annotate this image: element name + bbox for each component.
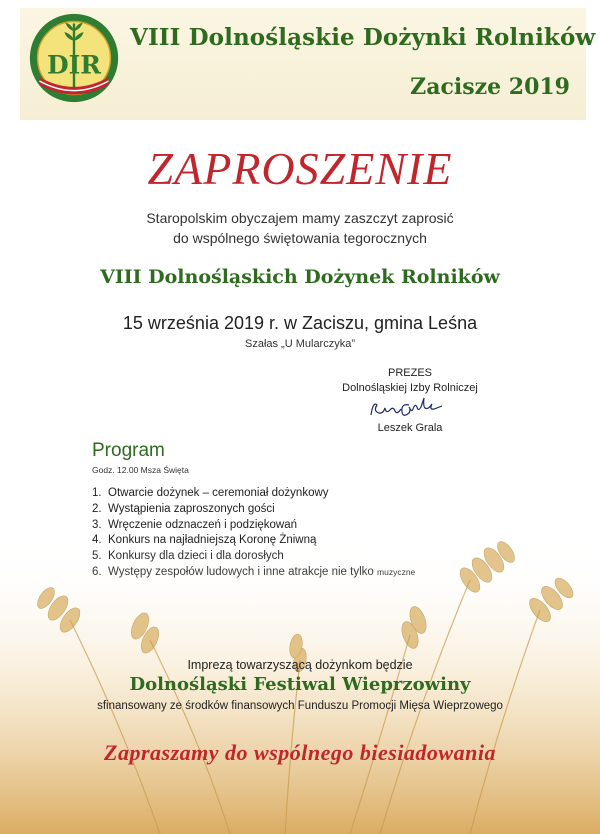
header-title: VIII Dolnośląskie Dożynki Rolników xyxy=(130,24,596,51)
signatory-name: Leszek Grala xyxy=(377,422,443,434)
signatory-role: PREZES xyxy=(387,367,432,379)
companion-event-line: Imprezą towarzyszącą dożynkom będzie xyxy=(187,658,413,672)
invitation-heading: ZAPROSZENIE xyxy=(147,143,453,194)
program-item-number: 3. xyxy=(92,518,102,531)
program-item-text: Wystąpienia zaproszonych gości xyxy=(108,502,275,515)
festival-name: Dolnośląski Festiwal Wieprzowiny xyxy=(129,674,471,695)
logo-text: DIR xyxy=(46,50,102,80)
chamber-logo xyxy=(26,10,122,106)
program-item xyxy=(92,518,415,534)
program-item-text: Otwarcie dożynek – ceremoniał dożynkowy xyxy=(108,487,329,499)
signature-block xyxy=(320,366,500,436)
intro-line-1: Staropolskim obyczajem mamy zaszczyt zaprosić xyxy=(146,210,454,226)
handwritten-signature xyxy=(365,397,455,421)
funding-line: sfinansowany ze środków finansowych Funduszu Promocji Mięsa Wieprzowego xyxy=(97,700,503,712)
event-title: VIII Dolnośląskich Dożynek Rolników xyxy=(100,266,500,288)
program-item xyxy=(92,502,415,518)
closing-invitation: Zapraszamy do wspólnego biesiadowania xyxy=(104,740,496,765)
program-item-number: 1. xyxy=(92,487,102,499)
program-item-text: Wręczenie odznaczeń i podziękowań xyxy=(108,518,298,531)
program-item xyxy=(92,486,415,502)
intro-line-2: do wspólnego świętowania tegorocznych xyxy=(173,230,427,246)
event-date: 15 września 2019 r. w Zaciszu, gmina Leśna xyxy=(122,313,478,333)
signatory-organization: Dolnośląskiej Izby Rolniczej xyxy=(342,382,478,394)
program-heading: Program xyxy=(92,440,165,461)
program-item-number: 2. xyxy=(92,502,102,515)
header-subtitle: Zacisze 2019 xyxy=(410,74,570,100)
program-time-note: Godz. 12.00 Msza Święta xyxy=(92,465,189,475)
event-venue: Szałas „U Mularczyka” xyxy=(244,338,356,350)
